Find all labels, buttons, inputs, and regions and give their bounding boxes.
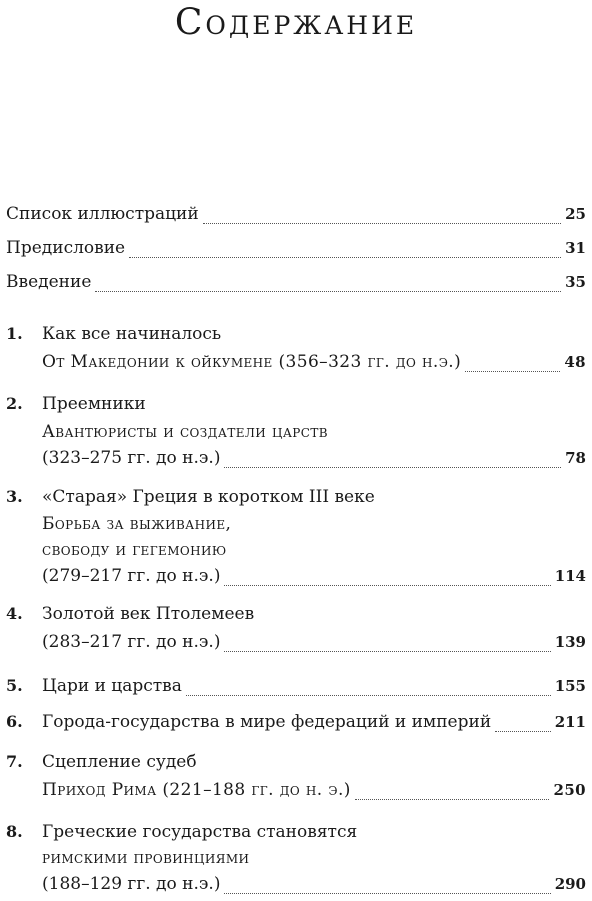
chapter-title: Города-государства в мире федераций и империй: [42, 712, 492, 732]
chapter-subtitle: Борьба за выживание,: [42, 514, 232, 534]
leader-dots: [224, 892, 550, 894]
leader-dots: [224, 466, 561, 468]
leader-dots: [186, 694, 551, 696]
leader-dots: [129, 256, 561, 258]
chapter-title: Преемники: [42, 394, 146, 414]
chapter-dates: (188–129 гг. до н.э.): [42, 874, 221, 894]
toc-entry-illustrations[interactable]: [6, 204, 586, 230]
chapter-title: «Старая» Греция в коротком III веке: [42, 487, 375, 507]
leader-dots: [203, 222, 561, 224]
chapter-number: 1.: [6, 324, 23, 343]
chapter-title: Золотой век Птолемеев: [42, 604, 255, 624]
toc-page-number: 31: [565, 239, 586, 257]
toc-entry-title: Введение: [6, 272, 92, 292]
toc-page-number: 290: [554, 875, 586, 893]
toc-page-number: 155: [554, 677, 586, 695]
chapter-title: Греческие государства становятся: [42, 822, 358, 842]
toc-entry-title: Список иллюстраций: [6, 204, 199, 224]
leader-dots: [224, 650, 550, 652]
toc-page-number: 250: [553, 781, 586, 799]
toc-page-number: 35: [565, 273, 586, 291]
chapter-title: Цари и царства: [42, 676, 182, 696]
leader-dots: [495, 730, 551, 732]
toc-entry-introduction[interactable]: [6, 272, 586, 298]
chapter-number: 2.: [6, 394, 23, 413]
chapter-subtitle: От Македонии к ойкумене (356–323 гг. до н.э.): [42, 352, 462, 372]
chapter-number: 8.: [6, 822, 23, 841]
toc-page-number: 211: [554, 713, 586, 731]
leader-dots: [355, 798, 550, 800]
chapter-number: 5.: [6, 676, 23, 695]
leader-dots: [465, 370, 560, 372]
chapter-dates: (323–275 гг. до н.э.): [42, 448, 221, 468]
toc-entry-preface[interactable]: [6, 238, 586, 264]
chapter-dates: (283–217 гг. до н.э.): [42, 632, 221, 652]
toc-page-number: 114: [554, 567, 586, 585]
chapter-number: 4.: [6, 604, 23, 623]
page-title: Содержание: [174, 2, 418, 43]
chapter-number: 7.: [6, 752, 23, 771]
chapter-dates: (279–217 гг. до н.э.): [42, 566, 221, 586]
chapter-title: Как все начиналось: [42, 324, 222, 344]
chapter-number: 6.: [6, 712, 23, 731]
chapter-subtitle: Приход Рима (221–188 гг. до н. э.): [42, 780, 351, 800]
chapter-number: 3.: [6, 487, 23, 506]
leader-dots: [95, 290, 561, 292]
chapter-subtitle: Авантюристы и создатели царств: [42, 422, 328, 442]
toc-entry-title: Предисловие: [6, 238, 126, 258]
toc-page-number: 139: [554, 633, 586, 651]
chapter-title: Сцепление судеб: [42, 752, 197, 772]
toc-page-number: 78: [565, 449, 586, 467]
toc-page-number: 48: [564, 353, 586, 371]
chapter-subtitle: римскими провинциями: [42, 848, 250, 868]
chapter-subtitle: свободу и гегемонию: [42, 540, 227, 560]
leader-dots: [224, 584, 550, 586]
toc-page-number: 25: [565, 205, 586, 223]
